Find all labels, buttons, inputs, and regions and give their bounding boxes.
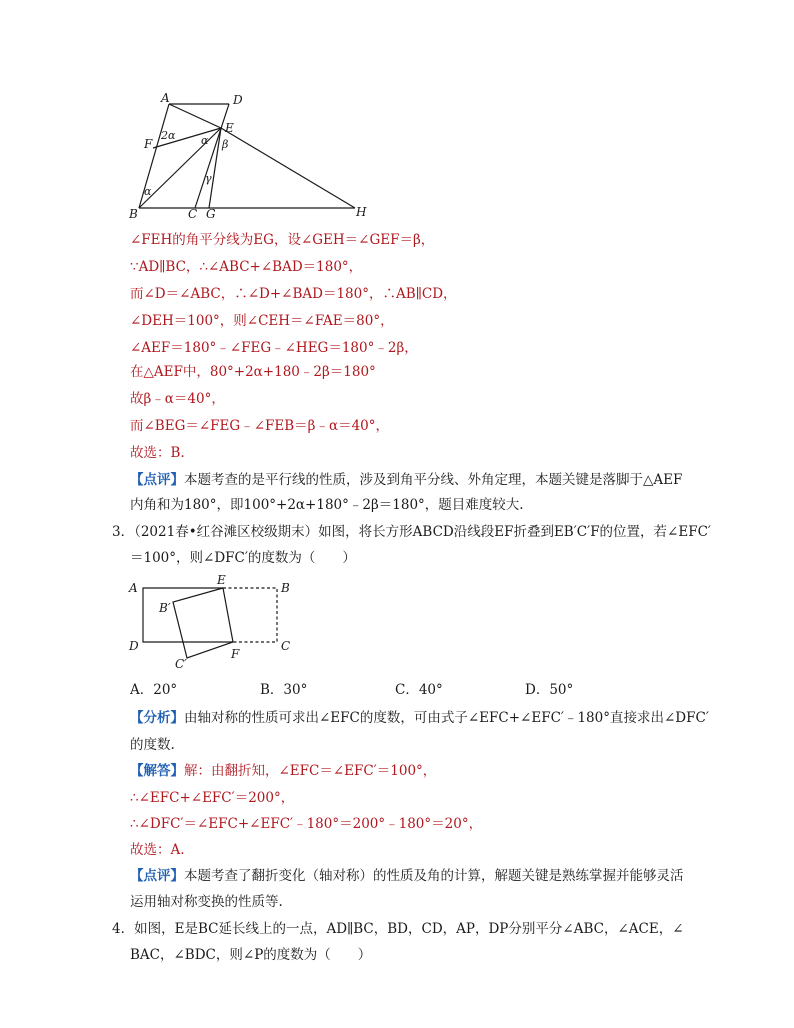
solution-line-4: ∠DEH＝100°，则∠CEH＝∠FAE＝80°， bbox=[130, 313, 394, 329]
solution-line-6: 在△AEF中，80°+2α+180﹣2β＝180° bbox=[130, 364, 376, 380]
question-3-stem-line-1 bbox=[112, 522, 711, 542]
angle-alpha-b: α bbox=[144, 185, 152, 198]
label-d: D bbox=[233, 93, 243, 107]
label-a: A bbox=[129, 581, 138, 595]
segment-eh bbox=[221, 128, 355, 208]
option-a[interactable]: A．20° bbox=[130, 682, 178, 698]
figure-folded-rectangle bbox=[125, 572, 305, 672]
label-b: B bbox=[281, 581, 290, 595]
question-3-stem-text: （2021春•红谷滩区校级期末）如图，将长方形ABCD沿线段EF折叠到EB′C′F的位置，若∠EFC′ bbox=[134, 524, 711, 540]
solution-line-7: 故β﹣α＝40°， bbox=[130, 391, 225, 407]
option-d[interactable]: D．50° bbox=[525, 682, 574, 698]
label-c-prime: C′ bbox=[175, 657, 187, 671]
answer-tag: 【解答】 bbox=[130, 763, 184, 779]
angle-beta: β bbox=[222, 138, 229, 151]
question-4-stem-text: 如图，E是BC延长线上的一点，AD∥BC，BD，CD，AP，DP分别平分∠ABC，∠ACE，∠ bbox=[134, 921, 684, 937]
angle-2alpha: 2α bbox=[161, 129, 176, 142]
question-number: 4． bbox=[112, 921, 135, 937]
question-4-stem-line-1 bbox=[112, 919, 684, 939]
angle-alpha-e: α bbox=[201, 134, 209, 147]
segment-dc bbox=[195, 104, 229, 208]
label-f: F bbox=[231, 647, 240, 661]
label-c: C bbox=[188, 207, 198, 221]
label-c: C bbox=[281, 639, 291, 653]
question-4-stem-line-2: BAC，∠BDC，则∠P的度数为（ ） bbox=[130, 947, 372, 963]
solution-line-2: ∵AD∥BC，∴∠ABC+∠BAD＝180°， bbox=[130, 259, 363, 275]
comment-block-3 bbox=[130, 866, 684, 886]
label-e: E bbox=[217, 573, 226, 587]
answer-text-1: 解：由翻折知，∠EFC＝∠EFC′＝100°， bbox=[184, 763, 437, 779]
label-h: H bbox=[356, 205, 367, 219]
comment-text-1: 本题考查了翻折变化（轴对称）的性质及角的计算，解题关键是熟练掌握并能够灵活 bbox=[184, 868, 684, 884]
rectangle-left-part bbox=[143, 588, 233, 642]
angle-gamma: γ bbox=[205, 172, 212, 185]
answer-line-2: ∴∠EFC+∠EFC′＝200°， bbox=[130, 790, 295, 806]
comment-text-1: 本题考查的是平行线的性质，涉及到角平分线、外角定理，本题关键是落脚于△AEF bbox=[184, 472, 683, 488]
solution-line-8: 而∠BEG＝∠FEG﹣∠FEB＝β﹣α＝40°， bbox=[130, 418, 389, 434]
comment-tag: 【点评】 bbox=[130, 868, 184, 884]
analysis-line-2: 的度数. bbox=[130, 737, 175, 753]
label-a: A bbox=[161, 91, 170, 105]
folded-quadrilateral bbox=[173, 588, 233, 658]
question-number: 3． bbox=[112, 524, 135, 540]
segment-eg bbox=[209, 128, 221, 208]
option-b[interactable]: B．30° bbox=[260, 682, 308, 698]
option-c[interactable]: C．40° bbox=[395, 682, 443, 698]
answer-line-1 bbox=[130, 761, 436, 781]
answer-line-4: 故选：A. bbox=[130, 842, 185, 858]
label-b-prime: B′ bbox=[159, 601, 171, 615]
comment-block-2 bbox=[130, 470, 682, 490]
label-b: B bbox=[129, 207, 138, 221]
segment-ae bbox=[169, 104, 221, 128]
answer-line-3: ∴∠DFC′＝∠EFC+∠EFC′﹣180°＝200°﹣180°＝20°， bbox=[130, 816, 483, 832]
figure-trapezoid bbox=[125, 88, 375, 223]
label-e: E bbox=[225, 121, 234, 135]
solution-line-3: 而∠D＝∠ABC，∴∠D+∠BAD＝180°，∴AB∥CD， bbox=[130, 286, 457, 302]
solution-line-5: ∠AEF＝180°﹣∠FEG﹣∠HEG＝180°﹣2β， bbox=[130, 340, 418, 356]
label-d: D bbox=[129, 639, 139, 653]
comment-tag: 【点评】 bbox=[130, 472, 184, 488]
analysis-tag: 【分析】 bbox=[130, 710, 184, 726]
comment-text-2: 运用轴对称变换的性质等. bbox=[130, 894, 283, 910]
comment-text-2: 内角和为180°，即100°+2α+180°﹣2β＝180°，题目难度较大. bbox=[130, 497, 524, 513]
analysis-text-1: 由轴对称的性质可求出∠EFC的度数，可由式子∠EFC+∠EFC′﹣180°直接求出∠DFC′ bbox=[184, 710, 709, 726]
label-g: G bbox=[206, 207, 216, 221]
analysis-line-1 bbox=[130, 708, 709, 728]
label-f: F bbox=[144, 137, 153, 151]
solution-line-9: 故选：B. bbox=[130, 445, 185, 461]
question-3-stem-line-2: ＝100°，则∠DFC′的度数为（ ） bbox=[130, 550, 356, 566]
solution-line-1: ∠FEH的角平分线为EG，设∠GEH＝∠GEF＝β， bbox=[130, 232, 435, 248]
